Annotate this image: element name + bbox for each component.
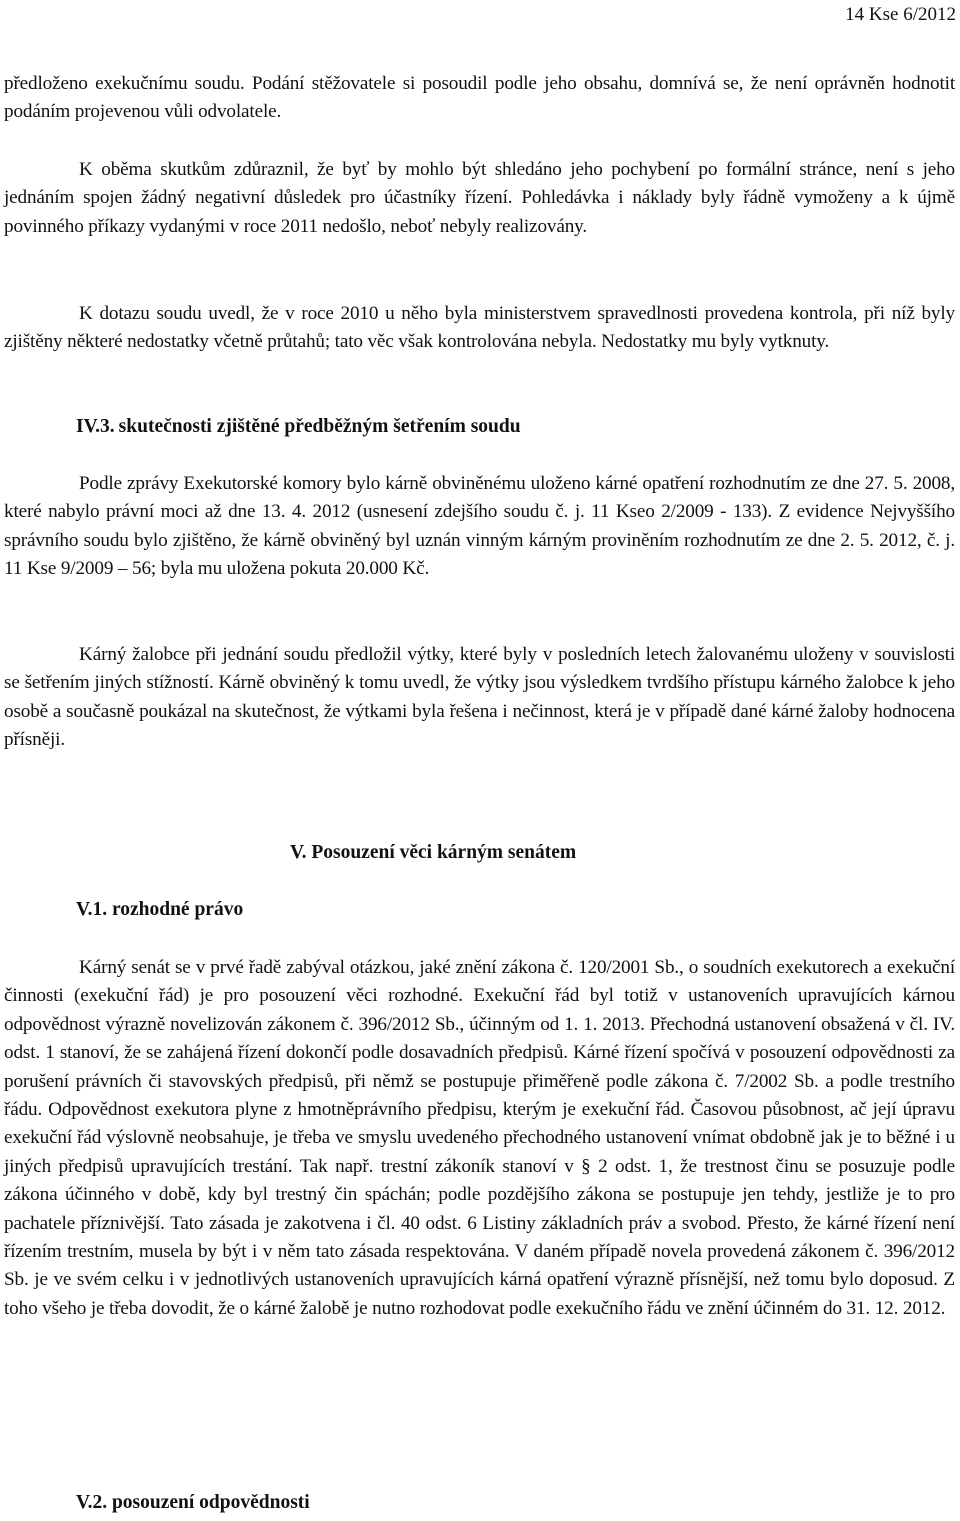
paragraph-text: Podle zprávy Exekutorské komory bylo kárně obviněnému uloženo kárné opatření rozhodnutím ze dne 27. 5. 2008, které nabylo právní moci až dne 13. 4. 2012 (usnesení zdejšího soudu č. j. 11 Kseo 2/2009 - 133). Z evidence Nejvyššího správního soudu bylo zjištěno, že kárně obviněný byl uznán vinným kárným proviněním rozhodnutím ze dne 2. 5. 2012, č. j. 11 Kse 9/2009 – 56; byla mu uložena pokuta 20.000 Kč. [4, 473, 955, 580]
section-heading-v1: V.1. rozhodné právo [76, 899, 244, 920]
paragraph-text: Kárný žalobce při jednání soudu předložil výtky, které byly v posledních letech žalovanému uloženy v souvislosti se šetřením jiných stížností. Kárně obviněný k tomu uvedl, že výtky jsou výsledkem tvrdšího přístupu kárného žalobce k jeho osobě a současně poukázal na skutečnost, že výtkami byla řešena i nečinnost, která je v případě dané kárné žaloby hodnocena přísněji. [4, 644, 955, 751]
paragraph-chamber-report [4, 470, 955, 584]
paragraph-continuation [4, 70, 955, 127]
section-title: skutečnosti zjištěné předběžným šetřením soudu [118, 416, 521, 437]
paragraph-inspection [4, 300, 955, 357]
section-heading-v2: V.2. posouzení odpovědnosti [76, 1492, 310, 1513]
paragraph-both-offences [4, 156, 955, 241]
paragraph-applicable-law [4, 954, 955, 1323]
section-heading-iv3 [76, 414, 521, 440]
section-number: IV.3. [76, 416, 115, 437]
document-reference: 14 Kse 6/2012 [845, 4, 956, 25]
paragraph-text: Kárný senát se v prvé řadě zabýval otázkou, jaké znění zákona č. 120/2001 Sb., o soudních exekutorech a exekuční činnosti (exekuční řád) je pro posouzení věci rozhodné. Exekuční řád byl totiž v ustanoveních upravujících kárnou odpovědnost výrazně novelizován zákonem č. 396/2012 Sb., účinným od 1. 1. 2013. Přechodná ustanovení obsažená v čl. IV. odst. 1 stanoví, že se zahájená řízení dokončí podle dosavadních předpisů. Kárné řízení spočívá v posouzení odpovědnosti za porušení právních či stavovských předpisů, při němž se postupuje přiměřeně podle zákona č. 7/2002 Sb. a podle trestního řádu. Odpovědnost exekutora plyne z hmotněprávního předpisu, kterým je exekuční řád. Časovou působnost, ač její úpravu exekuční řád výslovně neobsahuje, je třeba ve smyslu uvedeného přechodného ustanovení vnímat obdobně jak je to běžné i u jiných předpisů upravujících trestání. Tak např. trestní zákoník stanoví v § 2 odst. 1, že trestnost činu se posuzuje podle zákona účinného v době, kdy byl trestný čin spáchán; podle pozdějšího zákona se postupuje jen tehdy, jestliže je to pro pachatele příznivější. Tato zásada je zakotvena i čl. 40 odst. 6 Listiny základních práv a svobod. Přesto, že kárné řízení není řízením trestním, musela by být i v něm tato zásada respektována. V daném případě novela provedená zákonem č. 396/2012 Sb. je ve svém celku i v jednotlivých ustanoveních upravujících kárná opatření výrazně přísnější, než tomu bylo doposud. Z toho všeho je třeba dovodit, že o kárné žalobě je nutno rozhodovat podle exekučního řádu ve znění účinném do 31. 12. 2012. [4, 957, 955, 1319]
section-heading-v: V. Posouzení věci kárným senátem [290, 842, 577, 863]
paragraph-text: předloženo exekučnímu soudu. Podání stěžovatele si posoudil podle jeho obsahu, domnívá se, že není oprávněn hodnotit podáním projevenou vůli odvolatele. [4, 73, 955, 123]
paragraph-text: K dotazu soudu uvedl, že v roce 2010 u něho byla ministerstvem spravedlnosti provedena kontrola, při níž byly zjištěny některé nedostatky včetně průtahů; tato věc však kontrolována nebyla. Nedostatky mu byly vytknuty. [4, 303, 955, 353]
paragraph-text: K oběma skutkům zdůraznil, že byť by mohlo být shledáno jeho pochybení po formální stránce, není s jeho jednáním spojen žádný negativní důsledek pro účastníky řízení. Pohledávka i náklady byly řádně vymoženy a k újmě povinného příkazy vydanými v roce 2011 nedošlo, neboť nebyly realizovány. [4, 159, 955, 237]
paragraph-reprimands [4, 641, 955, 755]
